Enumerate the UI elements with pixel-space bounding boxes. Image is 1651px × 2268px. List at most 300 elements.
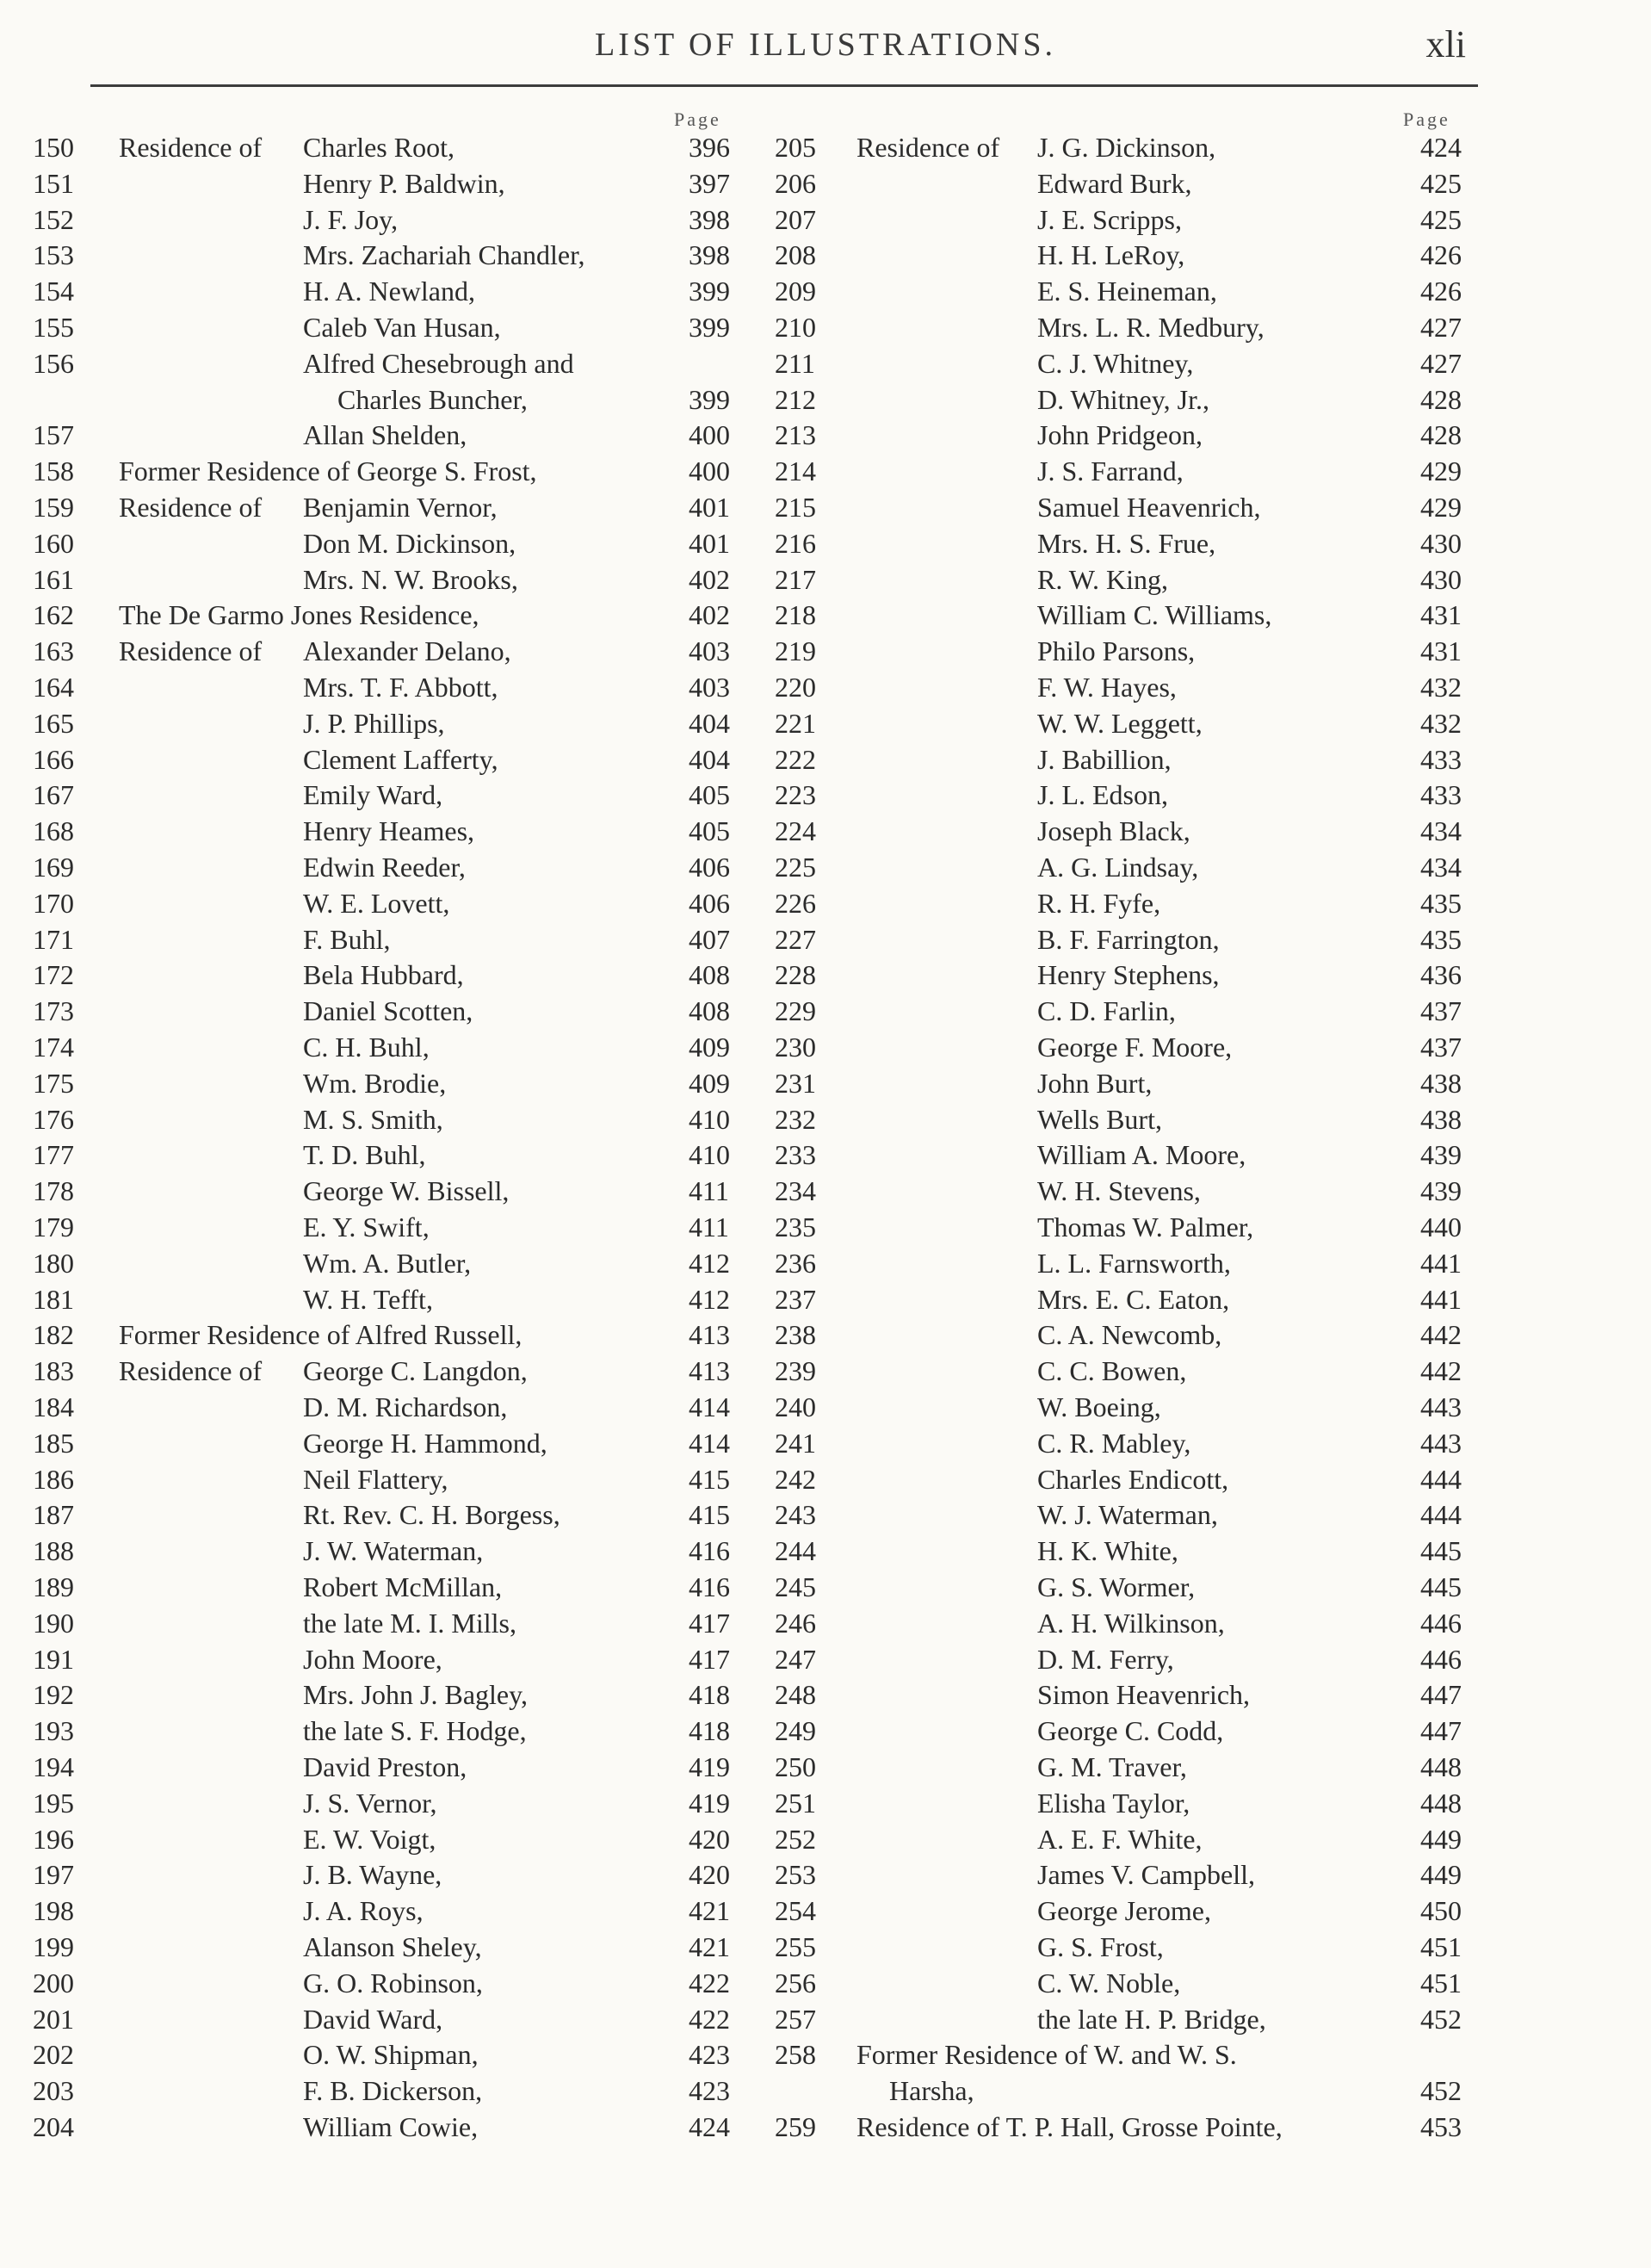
entry-name: Henry Heames, <box>303 815 475 847</box>
entry-number: 237 <box>775 1283 816 1315</box>
entry-name: C. H. Buhl, <box>303 1032 430 1063</box>
entry-name: Mrs. Zachariah Chandler, <box>303 239 585 271</box>
entry-page: 431 <box>1420 599 1462 631</box>
entry-name: Charles Buncher, <box>337 383 528 415</box>
entry-prefix: Residence of <box>119 132 263 163</box>
entry-name: C. W. Noble, <box>1037 1967 1181 1998</box>
entry-name: Neil Flattery, <box>303 1463 448 1495</box>
entry-page: 400 <box>689 419 730 451</box>
entry-page: 402 <box>689 599 730 631</box>
entry-name: Charles Root, <box>303 132 454 163</box>
entry-name: R. W. King, <box>1037 563 1169 595</box>
entry-page: 444 <box>1420 1499 1462 1531</box>
entry-number: 159 <box>33 492 74 523</box>
entry-number: 164 <box>33 672 74 703</box>
entry-number: 223 <box>775 779 816 811</box>
entry-number: 224 <box>775 815 816 847</box>
entry-name: Philo Parsons, <box>1037 635 1196 667</box>
entry-name: G. M. Traver, <box>1037 1751 1187 1782</box>
entry-page: 443 <box>1420 1391 1462 1422</box>
entry-number: 250 <box>775 1751 816 1782</box>
entry-page: 447 <box>1420 1715 1462 1747</box>
entry-name: Bela Hubbard, <box>303 959 464 991</box>
entry-number: 154 <box>33 276 74 307</box>
entry-number: 259 <box>775 2111 816 2142</box>
entry-name: F. Buhl, <box>303 923 391 955</box>
entry-page: 439 <box>1420 1139 1462 1171</box>
running-title: LIST OF ILLUSTRATIONS. <box>595 27 1056 63</box>
entry-number: 211 <box>775 347 815 379</box>
entry-name: Wm. A. Butler, <box>303 1247 472 1279</box>
entry-number: 174 <box>33 1032 74 1063</box>
entry-name: George H. Hammond, <box>303 1427 547 1459</box>
entry-page: 452 <box>1420 2075 1462 2107</box>
entry-number: 193 <box>33 1715 74 1747</box>
entry-number: 150 <box>33 132 74 163</box>
entry-page: 420 <box>689 1859 730 1891</box>
entry-name: E. W. Voigt, <box>303 1823 436 1855</box>
entry-page: 399 <box>689 312 730 343</box>
entry-number: 214 <box>775 455 816 487</box>
entry-page: 426 <box>1420 239 1462 271</box>
entry-page: 453 <box>1420 2111 1462 2142</box>
entry-prefix: Residence of <box>856 132 1000 163</box>
entry-number: 184 <box>33 1391 74 1422</box>
entry-page: 449 <box>1420 1823 1462 1855</box>
entry-page: 412 <box>689 1283 730 1315</box>
entry-page: 399 <box>689 383 730 415</box>
entry-number: 229 <box>775 995 816 1027</box>
entry-name: J. B. Wayne, <box>303 1859 442 1891</box>
entry-number: 203 <box>33 2075 74 2107</box>
page-number: xli <box>1425 23 1466 65</box>
entry-number: 221 <box>775 707 816 739</box>
entry-number: 187 <box>33 1499 74 1531</box>
entry-page: 404 <box>689 707 730 739</box>
entry-number: 152 <box>33 203 74 235</box>
entry-name: Thomas W. Palmer, <box>1037 1211 1254 1242</box>
entry-name: William Cowie, <box>303 2111 479 2142</box>
entry-number: 220 <box>775 672 816 703</box>
entry-number: 191 <box>33 1643 74 1675</box>
entry-page: 429 <box>1420 492 1462 523</box>
entry-name: C. A. Newcomb, <box>1037 1319 1222 1351</box>
entry-number: 181 <box>33 1283 74 1315</box>
entry-number: 171 <box>33 923 74 955</box>
entry-name: Don M. Dickinson, <box>303 527 516 559</box>
entry-number: 235 <box>775 1211 816 1242</box>
entry-number: 176 <box>33 1103 74 1135</box>
entry-name: Samuel Heavenrich, <box>1037 492 1261 523</box>
entry-name: J. S. Vernor, <box>303 1787 437 1819</box>
entry-page: 435 <box>1420 923 1462 955</box>
entry-number: 247 <box>775 1643 816 1675</box>
entry-number: 236 <box>775 1247 816 1279</box>
entry-number: 242 <box>775 1463 816 1495</box>
entry-name: H. H. LeRoy, <box>1037 239 1185 271</box>
entry-number: 252 <box>775 1823 816 1855</box>
entry-title: Former Residence of Alfred Russell, <box>119 1319 523 1351</box>
entry-page: 452 <box>1420 2003 1462 2035</box>
entry-title: Harsha, <box>889 2075 974 2107</box>
entry-name: E. Y. Swift, <box>303 1211 430 1242</box>
entry-name: Mrs. N. W. Brooks, <box>303 563 518 595</box>
entry-name: Edwin Reeder, <box>303 852 466 883</box>
entry-page: 400 <box>689 455 730 487</box>
entry-page: 416 <box>689 1571 730 1602</box>
entry-name: J. G. Dickinson, <box>1037 132 1216 163</box>
entry-page: 422 <box>689 1967 730 1998</box>
entry-page: 420 <box>689 1823 730 1855</box>
entry-page: 429 <box>1420 455 1462 487</box>
entry-name: J. E. Scripps, <box>1037 203 1182 235</box>
entry-name: Mrs. L. R. Medbury, <box>1037 312 1265 343</box>
entry-name: D. Whitney, Jr., <box>1037 383 1209 415</box>
entry-name: the late H. P. Bridge, <box>1037 2003 1266 2035</box>
entry-number: 207 <box>775 203 816 235</box>
entry-name: A. G. Lindsay, <box>1037 852 1199 883</box>
entry-page: 415 <box>689 1463 730 1495</box>
entry-name: Daniel Scotten, <box>303 995 473 1027</box>
entry-name: Mrs. H. S. Frue, <box>1037 527 1216 559</box>
entry-number: 208 <box>775 239 816 271</box>
entry-page: 442 <box>1420 1319 1462 1351</box>
entry-name: Henry Stephens, <box>1037 959 1220 991</box>
entry-number: 153 <box>33 239 74 271</box>
entry-number: 228 <box>775 959 816 991</box>
entry-number: 172 <box>33 959 74 991</box>
entry-number: 251 <box>775 1787 816 1819</box>
entry-name: George F. Moore, <box>1037 1032 1233 1063</box>
entry-name: W. J. Waterman, <box>1037 1499 1218 1531</box>
entry-number: 216 <box>775 527 816 559</box>
entry-name: Charles Endicott, <box>1037 1463 1229 1495</box>
entry-number: 202 <box>33 2039 74 2071</box>
entry-page: 434 <box>1420 852 1462 883</box>
entry-name: Alfred Chesebrough and <box>303 347 574 379</box>
entry-number: 234 <box>775 1175 816 1207</box>
entry-page: 398 <box>689 203 730 235</box>
entry-page: 419 <box>689 1787 730 1819</box>
entry-number: 186 <box>33 1463 74 1495</box>
entry-page: 396 <box>689 132 730 163</box>
entry-name: F. W. Hayes, <box>1037 672 1177 703</box>
entry-name: Benjamin Vernor, <box>303 492 498 523</box>
entry-number: 239 <box>775 1355 816 1387</box>
entry-page: 410 <box>689 1139 730 1171</box>
entry-name: the late M. I. Mills, <box>303 1607 516 1639</box>
entry-page: 408 <box>689 995 730 1027</box>
entry-number: 185 <box>33 1427 74 1459</box>
entry-number: 167 <box>33 779 74 811</box>
entry-number: 232 <box>775 1103 816 1135</box>
entry-number: 249 <box>775 1715 816 1747</box>
entry-number: 209 <box>775 276 816 307</box>
entry-number: 230 <box>775 1032 816 1063</box>
entry-name: George C. Langdon, <box>303 1355 528 1387</box>
entry-name: George Jerome, <box>1037 1895 1211 1927</box>
entry-page: 425 <box>1420 203 1462 235</box>
entry-number: 200 <box>33 1967 74 1998</box>
entry-number: 194 <box>33 1751 74 1782</box>
entry-page: 406 <box>689 887 730 919</box>
entry-number: 201 <box>33 2003 74 2035</box>
entry-number: 165 <box>33 707 74 739</box>
entry-name: David Ward, <box>303 2003 443 2035</box>
entry-number: 188 <box>33 1535 74 1567</box>
entry-page: 446 <box>1420 1643 1462 1675</box>
entry-number: 161 <box>33 563 74 595</box>
entry-name: George C. Codd, <box>1037 1715 1224 1747</box>
entry-number: 215 <box>775 492 816 523</box>
entry-page: 443 <box>1420 1427 1462 1459</box>
entry-page: 421 <box>689 1895 730 1927</box>
entry-number: 166 <box>33 743 74 775</box>
entry-name: John Burt, <box>1037 1067 1153 1099</box>
entry-number: 225 <box>775 852 816 883</box>
entry-name: W. H. Tefft, <box>303 1283 433 1315</box>
entry-name: W. W. Leggett, <box>1037 707 1203 739</box>
entry-name: Simon Heavenrich, <box>1037 1679 1251 1711</box>
entry-page: 434 <box>1420 815 1462 847</box>
entry-page: 428 <box>1420 419 1462 451</box>
entry-page: 449 <box>1420 1859 1462 1891</box>
entry-name: W. H. Stevens, <box>1037 1175 1201 1207</box>
entry-name: D. M. Ferry, <box>1037 1643 1174 1675</box>
entry-page: 413 <box>689 1319 730 1351</box>
entry-name: L. L. Farnsworth, <box>1037 1247 1231 1279</box>
entry-page: 406 <box>689 852 730 883</box>
entry-name: Mrs. E. C. Eaton, <box>1037 1283 1230 1315</box>
entry-number: 212 <box>775 383 816 415</box>
entry-page: 445 <box>1420 1571 1462 1602</box>
entry-name: John Pridgeon, <box>1037 419 1203 451</box>
entry-name: the late S. F. Hodge, <box>303 1715 527 1747</box>
entry-page: 414 <box>689 1427 730 1459</box>
entry-number: 258 <box>775 2039 816 2071</box>
entry-name: G. O. Robinson, <box>303 1967 483 1998</box>
entry-page: 427 <box>1420 312 1462 343</box>
entry-name: J. W. Waterman, <box>303 1535 484 1567</box>
entry-page: 451 <box>1420 1967 1462 1998</box>
entry-page: 427 <box>1420 347 1462 379</box>
entry-number: 162 <box>33 599 74 631</box>
entry-page: 411 <box>689 1211 729 1242</box>
entry-number: 227 <box>775 923 816 955</box>
entry-name: J. F. Joy, <box>303 203 399 235</box>
entry-page: 405 <box>689 779 730 811</box>
entry-number: 196 <box>33 1823 74 1855</box>
entry-page: 433 <box>1420 743 1462 775</box>
entry-name: John Moore, <box>303 1643 442 1675</box>
entry-page: 423 <box>689 2075 730 2107</box>
entry-name: Edward Burk, <box>1037 167 1192 199</box>
entry-name: Emily Ward, <box>303 779 443 811</box>
entry-page: 442 <box>1420 1355 1462 1387</box>
entry-page: 448 <box>1420 1751 1462 1782</box>
entry-number: 178 <box>33 1175 74 1207</box>
page-column-head-left: Page <box>674 108 721 130</box>
entry-page: 423 <box>689 2039 730 2071</box>
entry-page: 446 <box>1420 1607 1462 1639</box>
entry-page: 403 <box>689 672 730 703</box>
entry-number: 180 <box>33 1247 74 1279</box>
entry-name: J. A. Roys, <box>303 1895 424 1927</box>
entry-page: 415 <box>689 1499 730 1531</box>
entry-number: 238 <box>775 1319 816 1351</box>
entry-prefix: Residence of <box>119 492 263 523</box>
entry-number: 245 <box>775 1571 816 1602</box>
entry-page: 409 <box>689 1032 730 1063</box>
entry-name: Mrs. John J. Bagley, <box>303 1679 529 1711</box>
entry-number: 163 <box>33 635 74 667</box>
entry-page: 441 <box>1420 1283 1462 1315</box>
entry-number: 182 <box>33 1319 74 1351</box>
entry-page: 409 <box>689 1067 730 1099</box>
entry-page: 405 <box>689 815 730 847</box>
entry-page: 444 <box>1420 1463 1462 1495</box>
entry-number: 254 <box>775 1895 816 1927</box>
entry-page: 418 <box>689 1715 730 1747</box>
entry-name: David Preston, <box>303 1751 467 1782</box>
entry-page: 438 <box>1420 1067 1462 1099</box>
entry-number: 158 <box>33 455 74 487</box>
entry-number: 213 <box>775 419 816 451</box>
entry-page: 435 <box>1420 887 1462 919</box>
entry-number: 255 <box>775 1931 816 1962</box>
entry-number: 189 <box>33 1571 74 1602</box>
entry-page: 401 <box>689 527 730 559</box>
entry-page: 414 <box>689 1391 730 1422</box>
entry-number: 226 <box>775 887 816 919</box>
entry-page: 441 <box>1420 1247 1462 1279</box>
entry-page: 430 <box>1420 527 1462 559</box>
entry-number: 240 <box>775 1391 816 1422</box>
entry-name: H. A. Newland, <box>303 276 475 307</box>
entry-page: 397 <box>689 167 730 199</box>
entry-page: 413 <box>689 1355 730 1387</box>
entry-page: 417 <box>689 1643 730 1675</box>
entry-page: 404 <box>689 743 730 775</box>
entry-name: Joseph Black, <box>1037 815 1190 847</box>
entry-name: R. H. Fyfe, <box>1037 887 1161 919</box>
entry-name: T. D. Buhl, <box>303 1139 426 1171</box>
entry-page: 408 <box>689 959 730 991</box>
entry-name: C. J. Whitney, <box>1037 347 1194 379</box>
entry-number: 197 <box>33 1859 74 1891</box>
entry-name: Wm. Brodie, <box>303 1067 447 1099</box>
entry-number: 256 <box>775 1967 816 1998</box>
entry-name: George W. Bissell, <box>303 1175 510 1207</box>
entry-name: C. D. Farlin, <box>1037 995 1176 1027</box>
entry-name: Allan Shelden, <box>303 419 467 451</box>
entry-page: 432 <box>1420 672 1462 703</box>
entry-number: 206 <box>775 167 816 199</box>
entry-page: 424 <box>689 2111 730 2142</box>
entry-number: 210 <box>775 312 816 343</box>
entry-page: 438 <box>1420 1103 1462 1135</box>
entry-name: J. L. Edson, <box>1037 779 1168 811</box>
entry-page: 451 <box>1420 1931 1462 1962</box>
entry-number: 173 <box>33 995 74 1027</box>
entry-page: 407 <box>689 923 730 955</box>
entry-page: 419 <box>689 1751 730 1782</box>
entry-page: 402 <box>689 563 730 595</box>
entry-page: 411 <box>689 1175 729 1207</box>
entry-title: The De Garmo Jones Residence, <box>119 599 479 631</box>
entry-number: 179 <box>33 1211 74 1242</box>
entry-number: 199 <box>33 1931 74 1962</box>
entry-name: Alexander Delano, <box>303 635 511 667</box>
entry-page: 445 <box>1420 1535 1462 1567</box>
entry-number: 257 <box>775 2003 816 2035</box>
entry-name: Henry P. Baldwin, <box>303 167 505 199</box>
entry-name: B. F. Farrington, <box>1037 923 1220 955</box>
entry-number: 246 <box>775 1607 816 1639</box>
entry-number: 169 <box>33 852 74 883</box>
entry-name: William A. Moore, <box>1037 1139 1246 1171</box>
entry-name: Clement Lafferty, <box>303 743 498 775</box>
entry-number: 155 <box>33 312 74 343</box>
header-rule <box>90 84 1478 87</box>
entry-page: 437 <box>1420 1032 1462 1063</box>
entry-page: 428 <box>1420 383 1462 415</box>
entry-page: 401 <box>689 492 730 523</box>
entry-name: W. Boeing, <box>1037 1391 1161 1422</box>
entry-number: 175 <box>33 1067 74 1099</box>
entry-name: Rt. Rev. C. H. Borgess, <box>303 1499 560 1531</box>
entry-page: 447 <box>1420 1679 1462 1711</box>
entry-name: Wells Burt, <box>1037 1103 1162 1135</box>
entry-page: 432 <box>1420 707 1462 739</box>
entry-number: 170 <box>33 887 74 919</box>
entry-number: 231 <box>775 1067 816 1099</box>
entry-number: 205 <box>775 132 816 163</box>
entry-page: 424 <box>1420 132 1462 163</box>
entry-page: 439 <box>1420 1175 1462 1207</box>
entry-page: 426 <box>1420 276 1462 307</box>
entry-page: 431 <box>1420 635 1462 667</box>
entry-page: 440 <box>1420 1211 1462 1242</box>
entry-page: 418 <box>689 1679 730 1711</box>
entry-number: 218 <box>775 599 816 631</box>
entry-name: F. B. Dickerson, <box>303 2075 483 2107</box>
entry-name: Robert McMillan, <box>303 1571 503 1602</box>
entry-name: D. M. Richardson, <box>303 1391 508 1422</box>
entry-page: 421 <box>689 1931 730 1962</box>
entry-page: 437 <box>1420 995 1462 1027</box>
entry-number: 253 <box>775 1859 816 1891</box>
entry-number: 222 <box>775 743 816 775</box>
entry-number: 204 <box>33 2111 74 2142</box>
entry-number: 233 <box>775 1139 816 1171</box>
entry-page: 425 <box>1420 167 1462 199</box>
entry-name: H. K. White, <box>1037 1535 1178 1567</box>
entry-number: 156 <box>33 347 74 379</box>
entry-number: 219 <box>775 635 816 667</box>
entry-name: J. Babillion, <box>1037 743 1172 775</box>
entry-name: G. S. Frost, <box>1037 1931 1164 1962</box>
entry-page: 422 <box>689 2003 730 2035</box>
entry-name: M. S. Smith, <box>303 1103 443 1135</box>
entry-name: A. E. F. White, <box>1037 1823 1203 1855</box>
entry-name: Elisha Taylor, <box>1037 1787 1190 1819</box>
entry-title: Former Residence of W. and W. S. <box>856 2039 1237 2071</box>
page-column-head-right: Page <box>1403 108 1450 130</box>
entry-name: G. S. Wormer, <box>1037 1571 1196 1602</box>
entry-page: 403 <box>689 635 730 667</box>
entry-title: Residence of T. P. Hall, Grosse Pointe, <box>856 2111 1283 2142</box>
